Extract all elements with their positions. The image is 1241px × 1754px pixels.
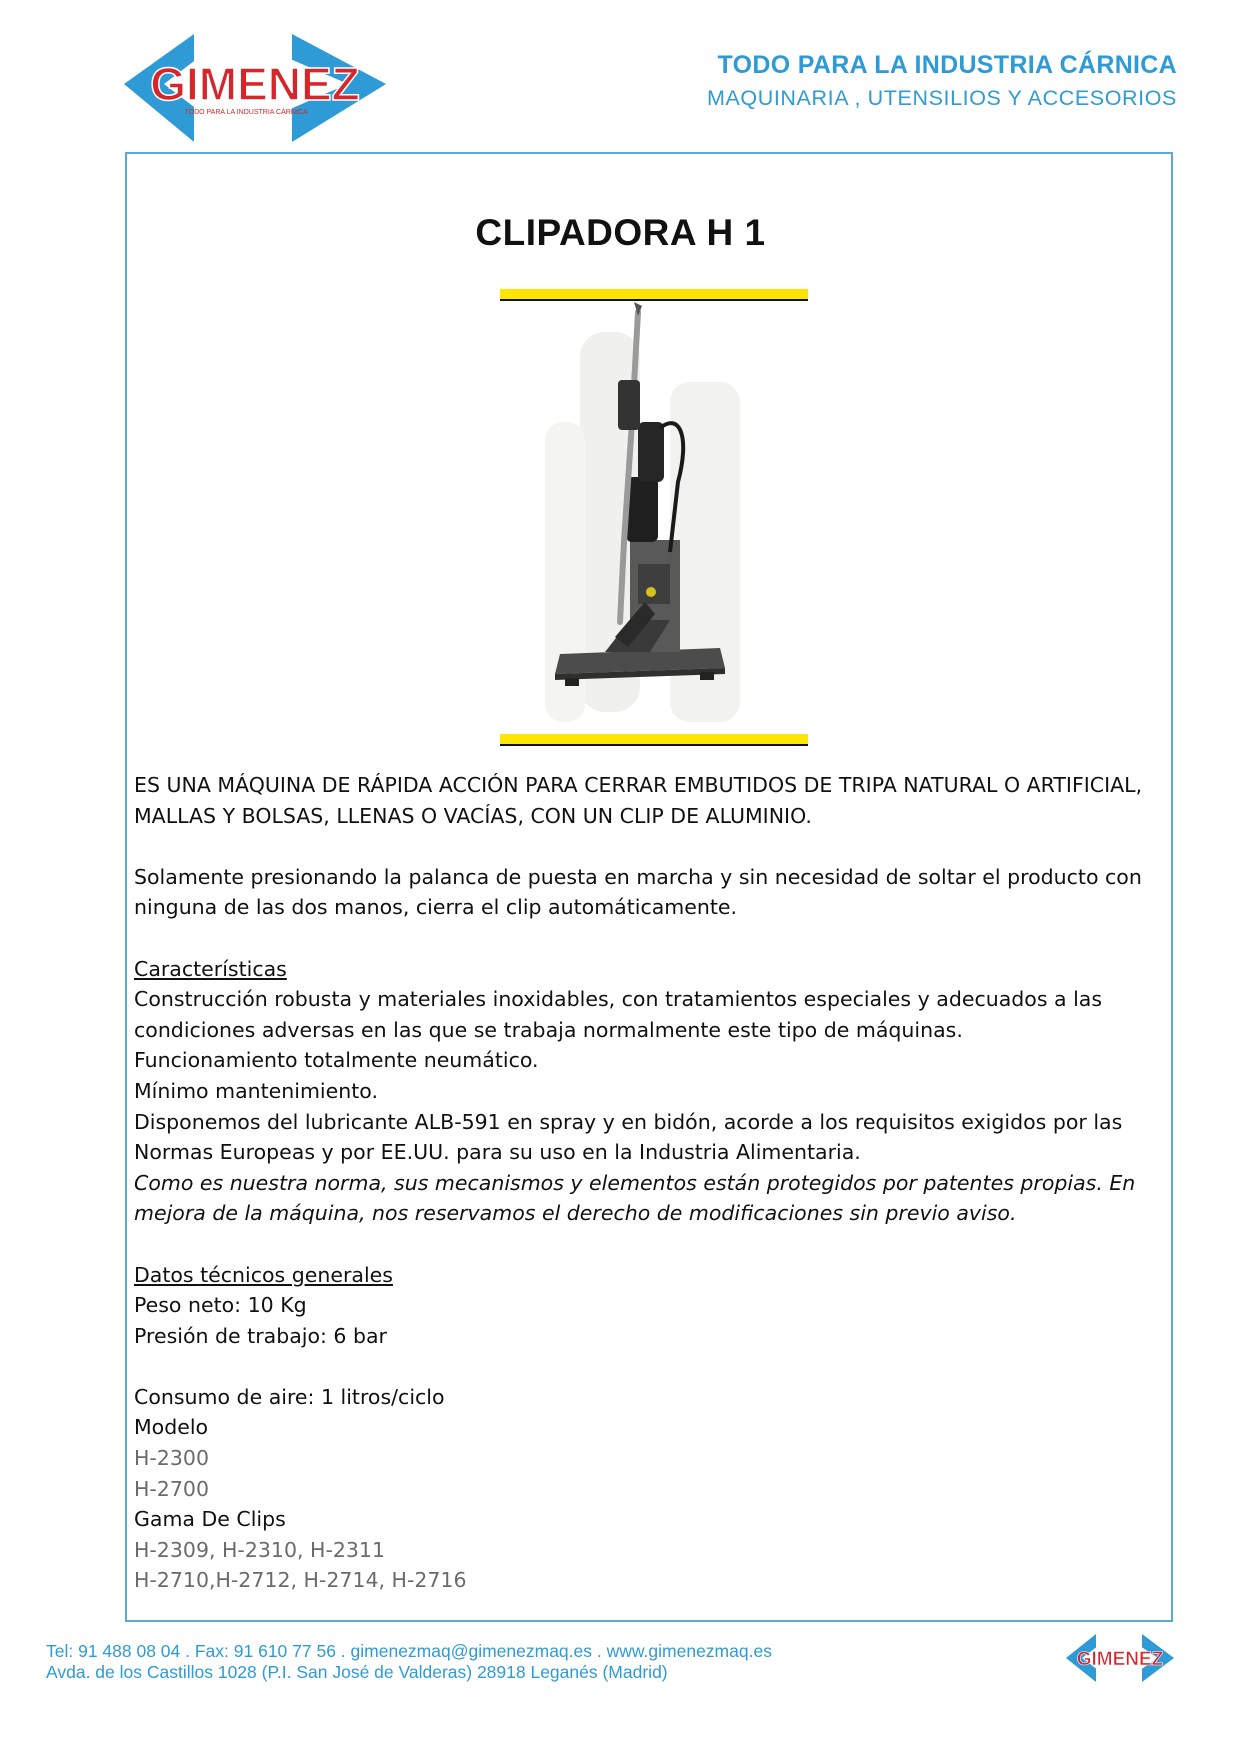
patent-note-2: mejora de la máquina, nos reservamos el derecho de modificaciones sin previo aviso. bbox=[134, 1201, 1017, 1226]
clip-item: H-2309, H-2310, H-2311 bbox=[134, 1537, 386, 1562]
clip-item: H-2710,H-2712, H-2714, H-2716 bbox=[134, 1568, 467, 1593]
feature-line-5: Disponemos del lubricante ALB-591 en spray y en bidón, acorde a los requisitos exigidos por las bbox=[134, 1109, 1123, 1134]
model-label: Modelo bbox=[134, 1415, 209, 1440]
feature-line-1: Construcción robusta y materiales inoxidables, con tratamientos especiales y adecuados a las bbox=[134, 987, 1103, 1012]
operation-line-1: Solamente presionando la palanca de puesta en marcha y sin necesidad de soltar el producto con bbox=[134, 864, 1142, 889]
patent-note-1: Como es nuestra norma, sus mecanismos y elementos están protegidos por patentes propias. En bbox=[134, 1170, 1136, 1195]
specs-heading: Datos técnicos generales bbox=[134, 1262, 393, 1287]
yellow-divider-bottom bbox=[500, 734, 808, 746]
logo-wordmark: GIMENEZ bbox=[150, 58, 360, 110]
product-title: CLIPADORA H 1 bbox=[475, 212, 766, 253]
feature-line-3: Funcionamiento totalmente neumático. bbox=[134, 1048, 539, 1073]
spec-air: Consumo de aire: 1 litros/ciclo bbox=[134, 1384, 445, 1409]
yellow-divider-top bbox=[500, 289, 808, 301]
model-item: H-2300 bbox=[134, 1446, 209, 1471]
product-description bbox=[134, 770, 1164, 1596]
header-tagline bbox=[707, 50, 1177, 115]
footer-contact bbox=[46, 1641, 772, 1683]
feature-line-4: Mínimo mantenimiento. bbox=[134, 1078, 378, 1103]
spec-pressure: Presión de trabajo: 6 bar bbox=[134, 1323, 387, 1348]
footer-contact-line: Tel: 91 488 08 04 . Fax: 91 610 77 56 . gimenezmaq@gimenezmaq.es . www.gimenezmaq.es bbox=[46, 1641, 772, 1661]
spec-weight: Peso neto: 10 Kg bbox=[134, 1293, 307, 1318]
feature-line-2: condiciones adversas en las que se trabaja normalmente este tipo de máquinas. bbox=[134, 1017, 963, 1042]
intro-line-1: ES UNA MÁQUINA DE RÁPIDA ACCIÓN PARA CERRAR EMBUTIDOS DE TRIPA NATURAL O ARTIFICIAL, bbox=[134, 773, 1143, 797]
gimenez-logo-small bbox=[1066, 1632, 1174, 1684]
clipping-machine-image bbox=[520, 302, 760, 732]
tagline-title: TODO PARA LA INDUSTRIA CÁRNICA bbox=[717, 51, 1177, 79]
gimenez-logo bbox=[124, 30, 386, 146]
features-heading: Características bbox=[134, 956, 287, 981]
intro-line-2: MALLAS Y BOLSAS, LLENAS O VACÍAS, CON UN CLIP DE ALUMINIO. bbox=[134, 803, 812, 828]
logo-subtext: TODO PARA LA INDUSTRIA CÁRNICA bbox=[184, 109, 308, 116]
clips-label: Gama De Clips bbox=[134, 1507, 286, 1532]
feature-line-6: Normas Europeas y por EE.UU. para su uso en la Industria Alimentaria. bbox=[134, 1140, 861, 1165]
operation-line-2: ninguna de las dos manos, cierra el clip automáticamente. bbox=[134, 895, 738, 920]
model-item: H-2700 bbox=[134, 1476, 209, 1501]
footer-address-line: Avda. de los Castillos 1028 (P.I. San José de Valderas) 28918 Leganés (Madrid) bbox=[46, 1662, 668, 1682]
tagline-subtitle: MAQUINARIA , UTENSILIOS Y ACCESORIOS bbox=[706, 86, 1177, 110]
logo-small-wordmark: GIMENEZ bbox=[1076, 1649, 1164, 1670]
